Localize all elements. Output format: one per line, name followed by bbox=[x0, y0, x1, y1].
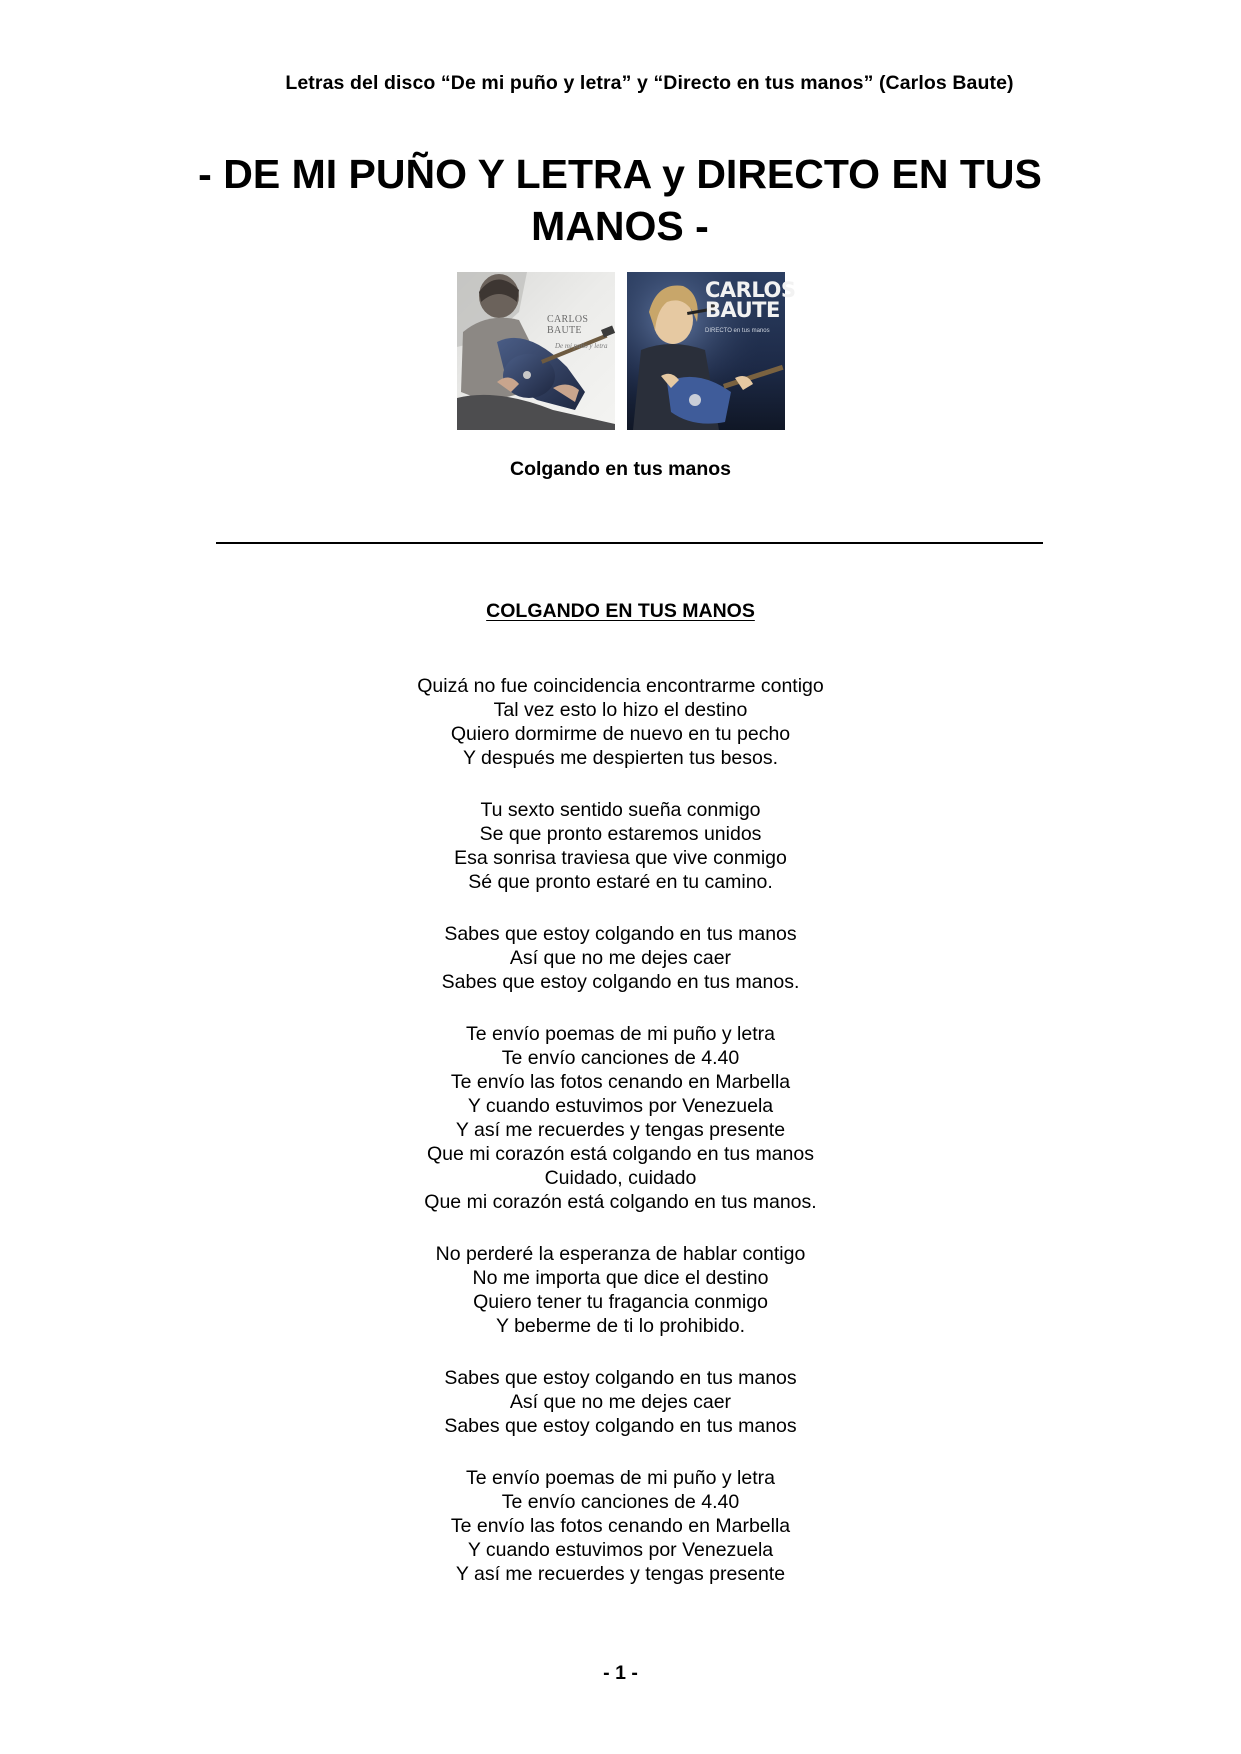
lyrics-line: Esa sonrisa traviesa que vive conmigo bbox=[454, 847, 787, 869]
horizontal-rule bbox=[216, 542, 1043, 544]
cover2-album-subtitle: DIRECTO en tus manos bbox=[705, 328, 770, 334]
cover2-artist-name: CARLOS BAUTE bbox=[705, 278, 796, 322]
lyrics-line: Te envío poemas de mi puño y letra bbox=[466, 1467, 775, 1489]
lyrics-line: Y así me recuerdes y tengas presente bbox=[455, 1563, 786, 1585]
lyrics-line: Te envío las fotos cenando en Marbella bbox=[450, 1071, 791, 1093]
lyrics-line: Quiero tener tu fragancia conmigo bbox=[473, 1291, 768, 1313]
lyrics-line: Sabes que estoy colgando en tus manos. bbox=[441, 971, 800, 993]
lyrics-line: Y cuando estuvimos por Venezuela bbox=[467, 1095, 774, 1117]
lyrics-line: Así que no me dejes caer bbox=[509, 1391, 732, 1413]
lyrics-line: Tal vez esto lo hizo el destino bbox=[493, 699, 748, 721]
lyrics-stanza bbox=[0, 674, 1241, 770]
lyrics-line: Sé que pronto estaré en tu camino. bbox=[468, 871, 773, 893]
lyrics-stanza bbox=[0, 1366, 1241, 1438]
lyrics-line: Y cuando estuvimos por Venezuela bbox=[467, 1539, 774, 1561]
lyrics-line: Sabes que estoy colgando en tus manos bbox=[444, 1415, 797, 1437]
page-number: - 1 - bbox=[603, 1662, 638, 1684]
lyrics-line: Así que no me dejes caer bbox=[509, 947, 732, 969]
lyrics-line: Que mi corazón está colgando en tus manos. bbox=[424, 1191, 817, 1213]
lyrics-line: Y así me recuerdes y tengas presente bbox=[455, 1119, 786, 1141]
song-title: COLGANDO EN TUS MANOS bbox=[486, 600, 755, 622]
lyrics-stanza bbox=[0, 1022, 1241, 1214]
lyrics-line: Sabes que estoy colgando en tus manos bbox=[444, 923, 797, 945]
album-covers bbox=[457, 272, 796, 430]
lyrics-stanza bbox=[0, 1466, 1241, 1586]
cover-caption: Colgando en tus manos bbox=[509, 458, 731, 480]
cover1-album-subtitle: De mi puño y letra bbox=[555, 342, 608, 350]
album-cover-de-mi-puno-y-letra bbox=[457, 272, 615, 430]
lyrics-line: Cuidado, cuidado bbox=[544, 1167, 697, 1189]
lyrics-line: Te envío poemas de mi puño y letra bbox=[466, 1023, 775, 1045]
lyrics-line: Y después me despierten tus besos. bbox=[462, 747, 779, 769]
lyrics-line: Te envío canciones de 4.40 bbox=[501, 1491, 740, 1513]
lyrics-stanza bbox=[0, 1242, 1241, 1338]
lyrics-line: Y beberme de ti lo prohibido. bbox=[496, 1315, 745, 1337]
running-header: Letras del disco “De mi puño y letra” y “Directo en tus manos” (Carlos Baute) bbox=[285, 72, 1014, 94]
lyrics-line: Te envío las fotos cenando en Marbella bbox=[450, 1515, 791, 1537]
guitarist-photo-image bbox=[457, 272, 615, 430]
document-title: - DE MI PUÑO Y LETRA y DIRECTO EN TUS MANOS - bbox=[198, 151, 1042, 249]
lyrics-line: Tu sexto sentido sueña conmigo bbox=[480, 799, 761, 821]
cover1-artist-name: CARLOS BAUTE bbox=[547, 314, 589, 336]
lyrics-body bbox=[0, 674, 1241, 1614]
lyrics-line: No perderé la esperanza de hablar contigo bbox=[435, 1243, 806, 1265]
lyrics-line: Se que pronto estaremos unidos bbox=[479, 823, 762, 845]
lyrics-line: Te envío canciones de 4.40 bbox=[501, 1047, 740, 1069]
lyrics-line: Sabes que estoy colgando en tus manos bbox=[444, 1367, 797, 1389]
lyrics-line: Quizá no fue coincidencia encontrarme contigo bbox=[417, 675, 824, 697]
lyrics-line: Quiero dormirme de nuevo en tu pecho bbox=[450, 723, 791, 745]
lyrics-stanza bbox=[0, 798, 1241, 894]
album-cover-directo-en-tus-manos bbox=[627, 272, 796, 430]
lyrics-stanza bbox=[0, 922, 1241, 994]
lyrics-line: Que mi corazón está colgando en tus manos bbox=[427, 1143, 814, 1165]
lyrics-line: No me importa que dice el destino bbox=[472, 1267, 769, 1289]
